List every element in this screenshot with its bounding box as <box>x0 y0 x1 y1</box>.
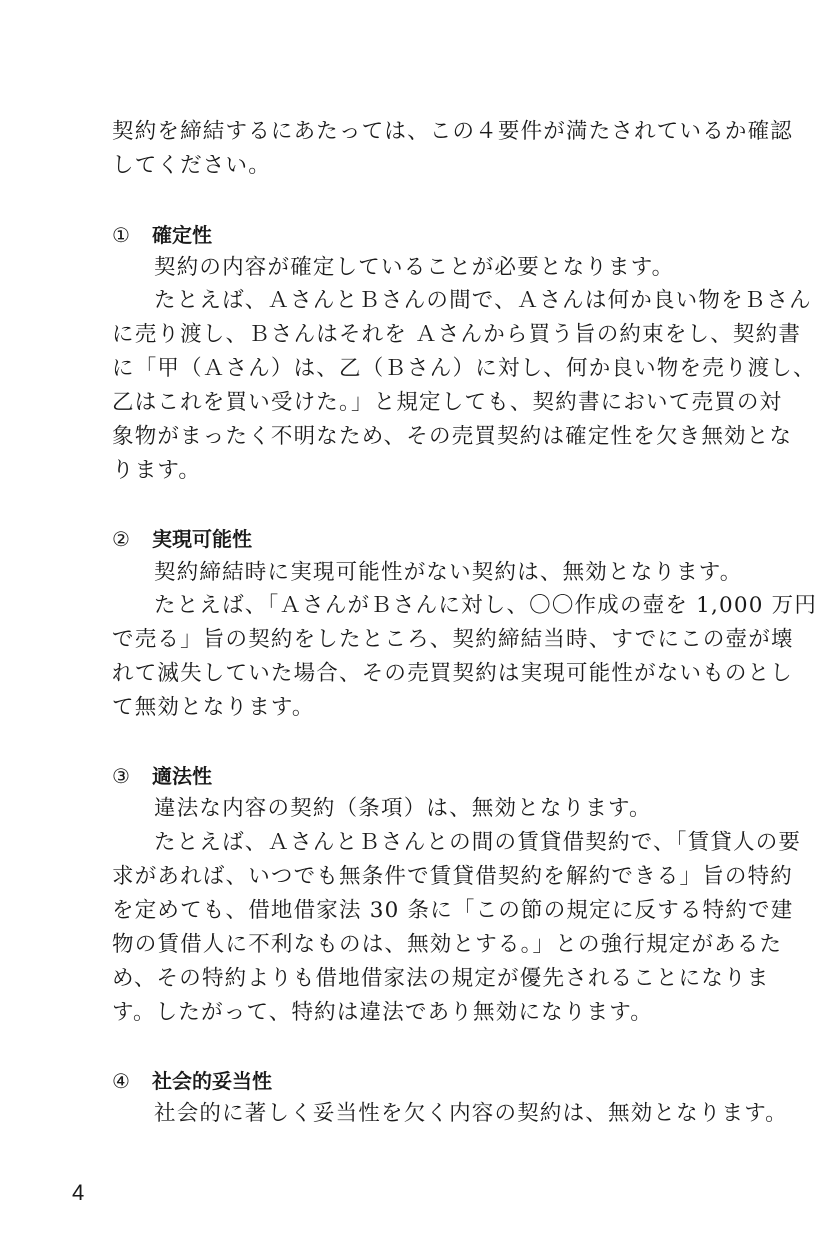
section-lead: 契約の内容が確定していることが必要となります。 <box>154 255 675 280</box>
section-number: ④ <box>112 1069 130 1093</box>
section-paragraph-line: 求があれば、いつでも無条件で賃貸借契約を解約できる」旨の特約 <box>112 864 794 889</box>
section-title: 社会的妥当性 <box>152 1069 272 1093</box>
section-paragraph-line: す。したがって、特約は違法であり無効になります。 <box>112 1000 653 1025</box>
section-lead: 違法な内容の契約（条項）は、無効となります。 <box>154 796 652 821</box>
section-number: ① <box>112 223 130 247</box>
section-paragraph-line: たとえば、「ＡさんがＢさんに対し、〇〇作成の壺を 1,000 万円 <box>154 593 818 618</box>
section-heading-4 <box>112 1066 272 1096</box>
section-number: ② <box>112 527 130 551</box>
intro-line-2: してください。 <box>112 153 271 178</box>
intro-line-1: 契約を締結するにあたっては、この４要件が満たされているか確認 <box>112 119 794 144</box>
section-paragraph-line: て無効となります。 <box>112 695 315 720</box>
section-paragraph-line: を定めても、借地借家法 30 条に「この節の規定に反する特約で建 <box>112 898 794 923</box>
section-heading-1 <box>112 220 212 250</box>
section-title: 実現可能性 <box>152 527 252 551</box>
section-paragraph-line: たとえば、ＡさんとＢさんとの間の賃貸借契約で、「賃貸人の要 <box>154 830 802 855</box>
section-title: 適法性 <box>152 764 212 788</box>
section-paragraph-line: 象物がまったく不明なため、その売買契約は確定性を欠き無効とな <box>112 424 793 449</box>
section-title: 確定性 <box>152 223 212 247</box>
section-heading-2 <box>112 524 252 554</box>
section-paragraph-line: たとえば、ＡさんとＢさんの間で、Ａさんは何か良い物をＢさん <box>154 288 812 313</box>
section-paragraph-line: で売る」旨の契約をしたところ、契約締結当時、すでにこの壺が壊 <box>112 627 794 652</box>
section-lead: 契約締結時に実現可能性がない契約は、無効となります。 <box>154 560 743 585</box>
section-paragraph-line: 物の賃借人に不利なものは、無効とする。」との強行規定があるた <box>112 932 783 957</box>
section-paragraph-line: に「甲（Ａさん）は、乙（Ｂさん）に対し、何か良い物を売り渡し、 <box>112 356 816 381</box>
section-paragraph-line: に売り渡し、Ｂさんはそれを Ａさんから買う旨の約束をし、契約書 <box>112 322 802 347</box>
section-paragraph-line: 乙はこれを買い受けた。」と規定しても、契約書において売買の対 <box>112 390 783 415</box>
page-number: 4 <box>72 1180 85 1205</box>
section-paragraph-line: れて滅失していた場合、その売買契約は実現可能性がないものとし <box>112 661 794 686</box>
section-lead: 社会的に著しく妥当性を欠く内容の契約は、無効となります。 <box>154 1101 788 1126</box>
section-heading-3 <box>112 761 212 791</box>
section-number: ③ <box>112 764 130 788</box>
section-paragraph-line: ります。 <box>112 458 202 483</box>
section-paragraph-line: め、その特約よりも借地借家法の規定が優先されることになりま <box>112 966 770 991</box>
